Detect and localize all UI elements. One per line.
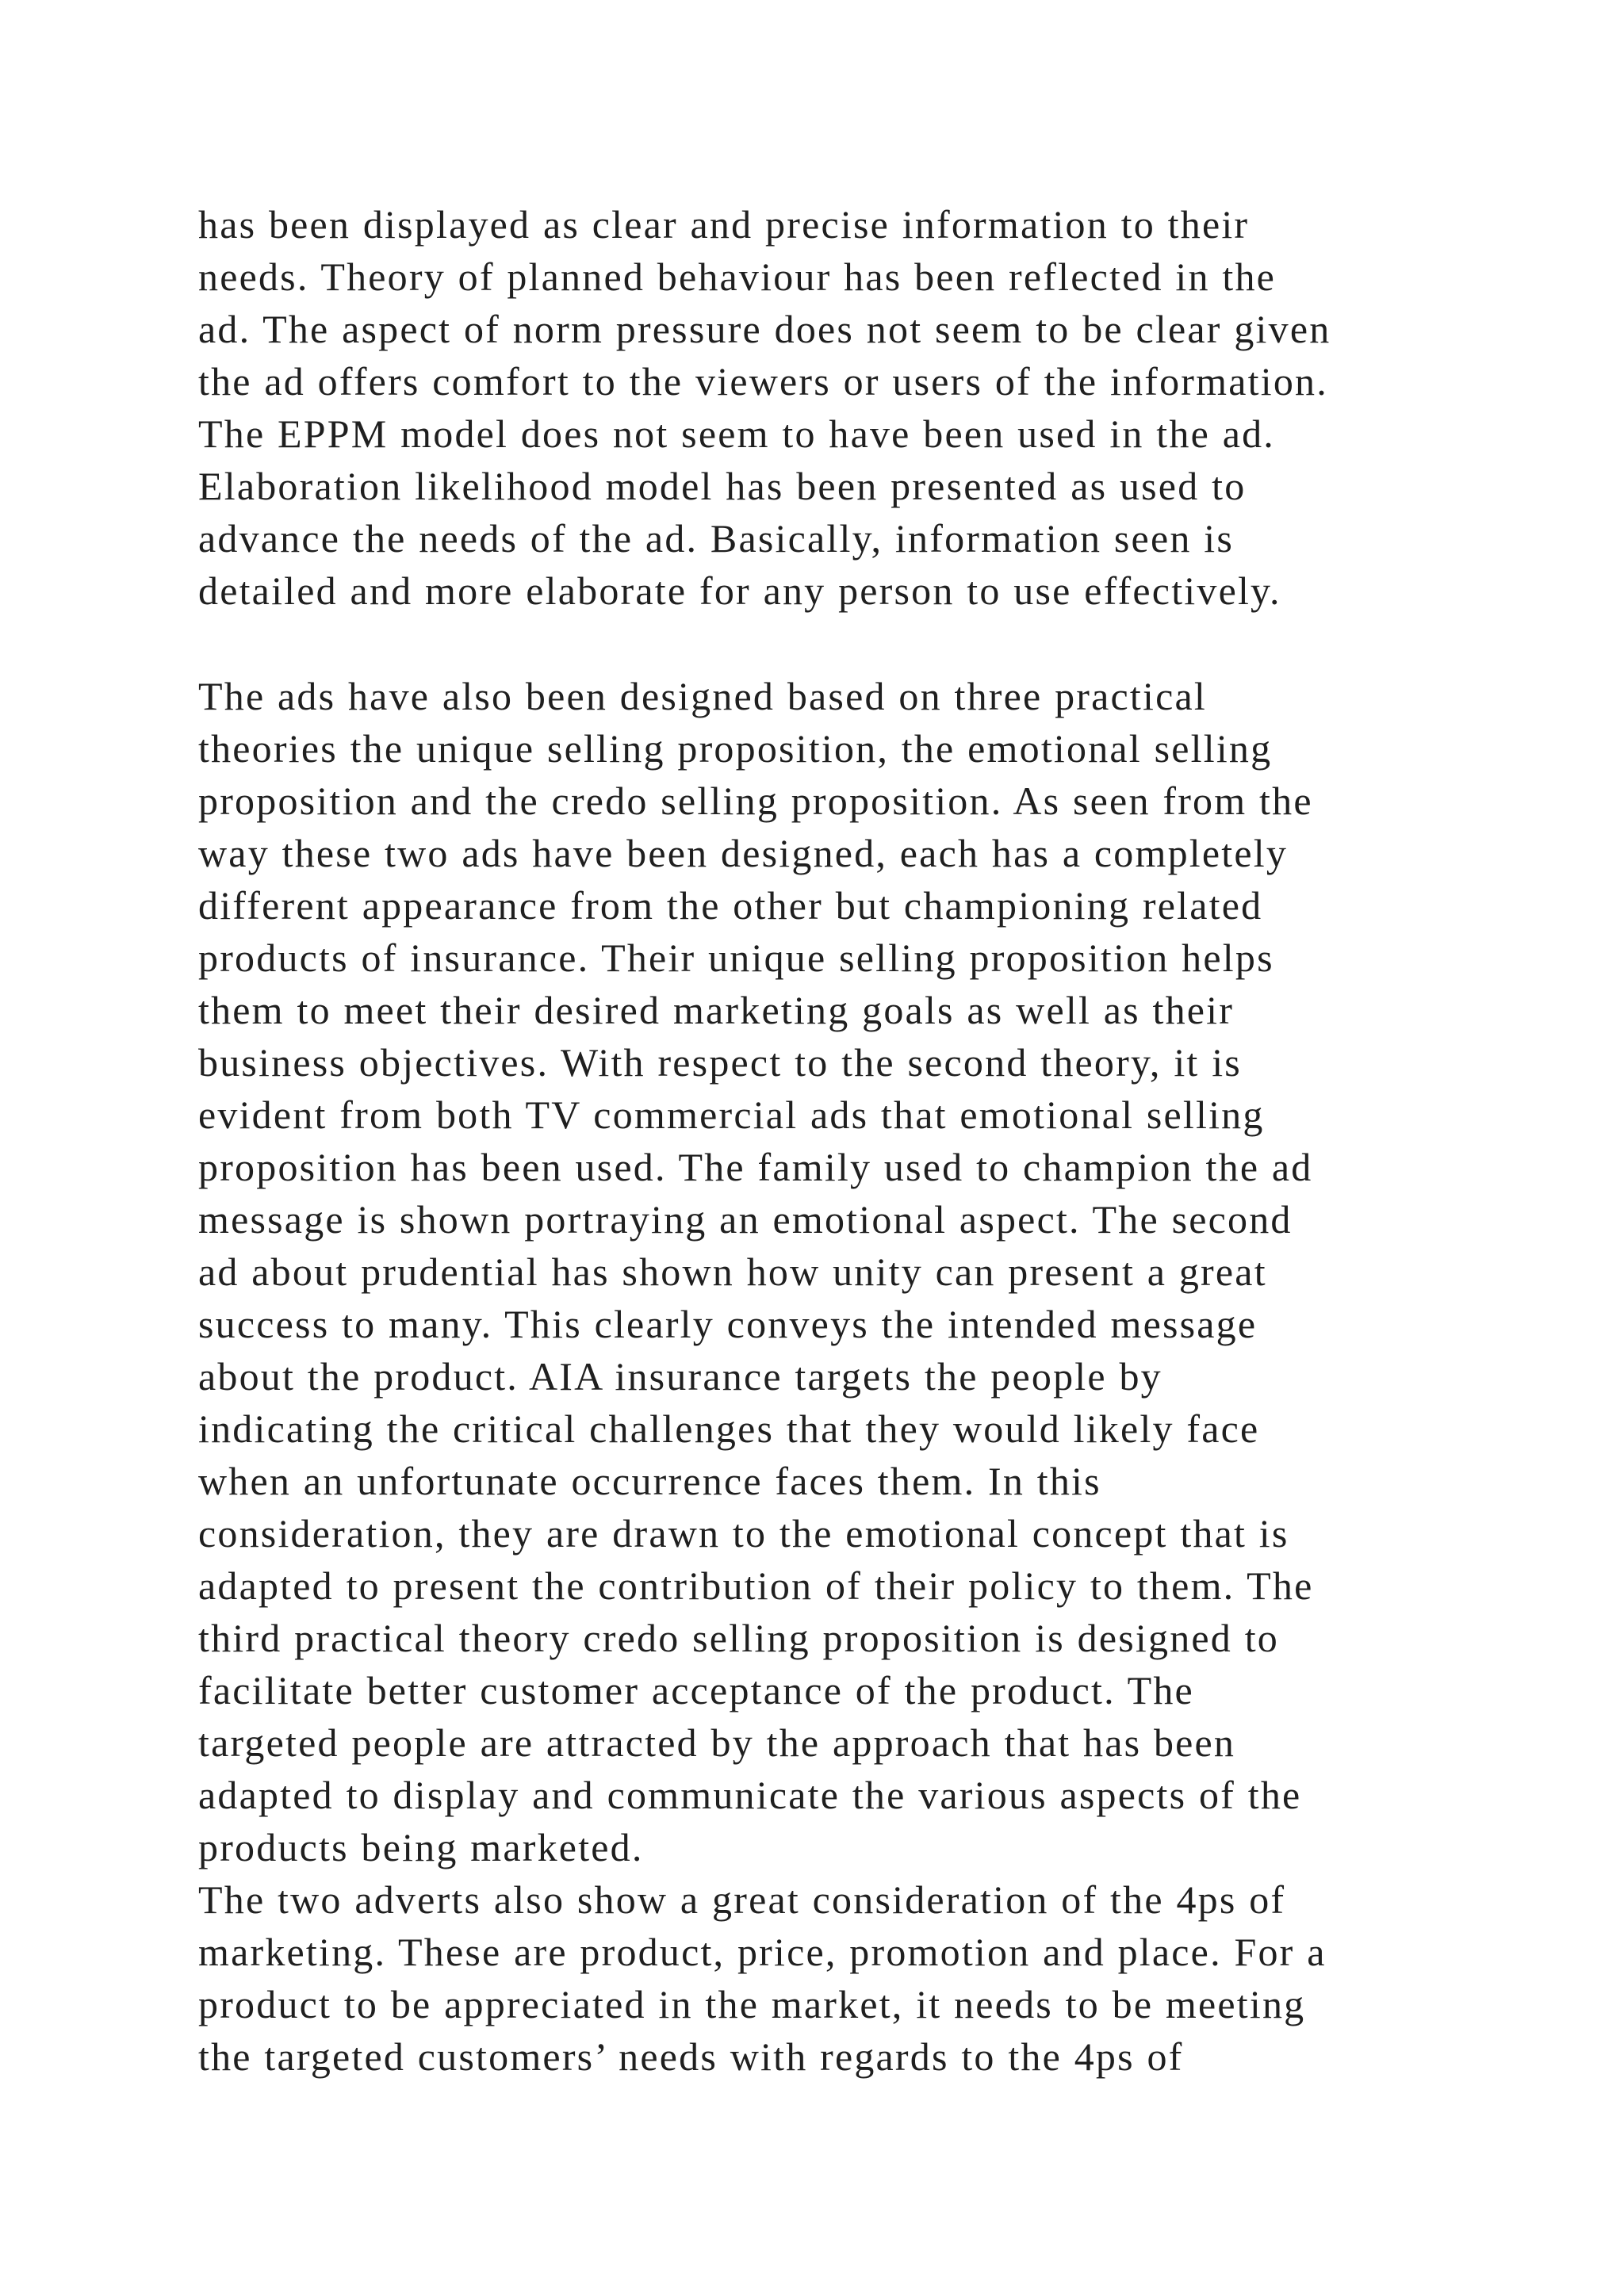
text-line: targeted people are attracted by the approach that has been (198, 1720, 1236, 1765)
text-line: the targeted customers’ needs with regards to the 4ps of (198, 2034, 1184, 2079)
text-line: needs. Theory of planned behaviour has been reflected in the (198, 254, 1277, 299)
text-line: has been displayed as clear and precise information to their (198, 202, 1250, 247)
text-line: consideration, they are drawn to the emotional concept that is (198, 1511, 1289, 1556)
text-line: theories the unique selling proposition, the emotional selling (198, 726, 1273, 771)
text-line: success to many. This clearly conveys the intended message (198, 1302, 1258, 1346)
text-line: about the product. AIA insurance targets the people by (198, 1354, 1162, 1399)
text-line: proposition has been used. The family used to champion the ad (198, 1145, 1313, 1189)
text-line: way these two ads have been designed, each has a completely (198, 831, 1289, 875)
text-line: third practical theory credo selling proposition is designed to (198, 1616, 1279, 1660)
text-line: marketing. These are product, price, promotion and place. For a (198, 1930, 1327, 1974)
text-line: message is shown portraying an emotional aspect. The second (198, 1197, 1293, 1242)
text-line: products being marketed. (198, 1825, 644, 1869)
text-line: adapted to display and communicate the various aspects of the (198, 1773, 1302, 1817)
text-line: Elaboration likelihood model has been presented as used to (198, 464, 1247, 508)
text-line: indicating the critical challenges that they would likely face (198, 1406, 1260, 1451)
text-line: The EPPM model does not seem to have been used in the ad. (198, 411, 1275, 456)
text-line: adapted to present the contribution of their policy to them. The (198, 1563, 1314, 1608)
text-line: business objectives. With respect to the second theory, it is (198, 1040, 1242, 1085)
text-line: different appearance from the other but championing related (198, 883, 1263, 928)
text-line: advance the needs of the ad. Basically, information seen is (198, 516, 1234, 561)
text-line: products of insurance. Their unique selling proposition helps (198, 936, 1274, 980)
text-line: detailed and more elaborate for any person to use effectively. (198, 568, 1281, 613)
text-line: ad about prudential has shown how unity can present a great (198, 1249, 1267, 1294)
text-line: The ads have also been designed based on three practical (198, 674, 1207, 718)
text-line: evident from both TV commercial ads that emotional selling (198, 1093, 1265, 1137)
text-line: proposition and the credo selling proposition. As seen from the (198, 779, 1313, 823)
text-line: them to meet their desired marketing goals as well as their (198, 988, 1235, 1032)
text-line: ad. The aspect of norm pressure does not seem to be clear given (198, 307, 1331, 351)
text-line: the ad offers comfort to the viewers or users of the information. (198, 359, 1328, 404)
text-line: product to be appreciated in the market, it needs to be meeting (198, 1982, 1306, 2026)
text-line: when an unfortunate occurrence faces them. In this (198, 1459, 1101, 1503)
text-line: The two adverts also show a great consideration of the 4ps of (198, 1877, 1286, 1922)
text-line: facilitate better customer acceptance of the product. The (198, 1668, 1194, 1712)
